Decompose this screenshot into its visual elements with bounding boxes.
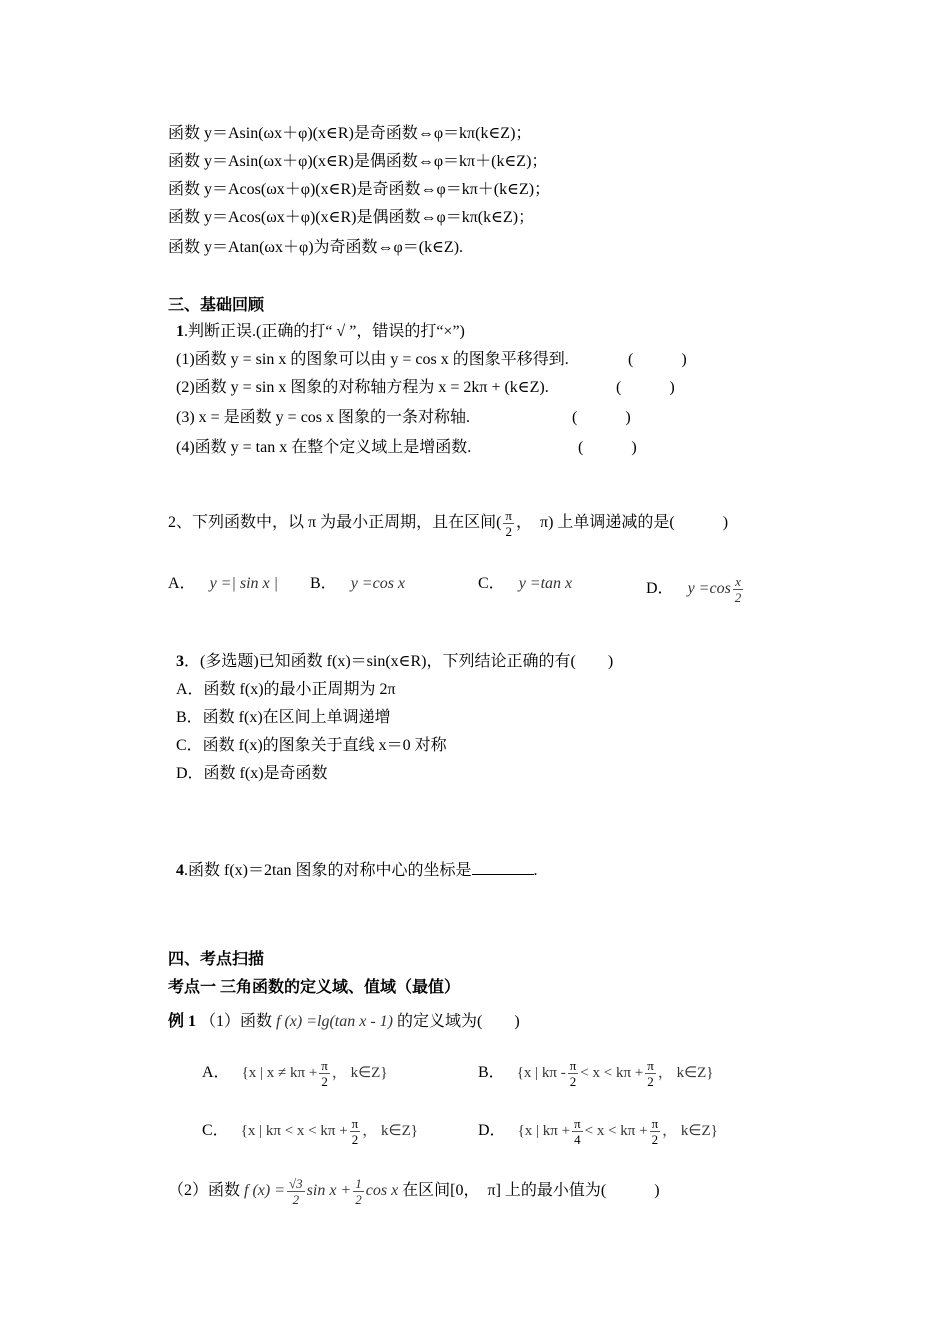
q1-item-3: (3) x = 是函数 y = cos x 图象的一条对称轴. [176, 409, 471, 426]
q1-stem [176, 322, 465, 342]
q1-item-2: (2)函数 y = sin x 图象的对称轴方程为 x = 2kπ + (k∈Z). [176, 379, 549, 396]
example-1-part-2-fraction-1 [287, 1176, 305, 1207]
ex1-option-d-frac-2-den: 2 [651, 1132, 659, 1147]
q1-item-2-paren: ( ) [616, 379, 675, 396]
ex1-option-d-frac-1-den: 4 [574, 1132, 581, 1147]
section4-heading: 四、考点扫描 [168, 951, 265, 968]
q1-item-1-paren: ( ) [628, 351, 687, 368]
ex1-option-d-fraction-2 [650, 1116, 661, 1147]
q2-stem [168, 508, 728, 539]
q2-stem-b: ， π) 上单调递减的是( ) [516, 514, 729, 532]
ex1-option-d-label: D． [478, 1122, 506, 1140]
q2-option-b [310, 574, 405, 594]
q2-frac-den: 2 [505, 524, 512, 539]
ex1-option-b-fraction-2 [645, 1058, 656, 1089]
q4-stem [176, 860, 538, 881]
ex1-option-c-frac-num: π [351, 1116, 359, 1131]
ex1-option-c-set-b: ， k∈Z} [362, 1123, 418, 1140]
q4-answer-blank [472, 860, 534, 875]
q4-stem-end: . [533, 862, 538, 879]
ex1-option-b-set-b: < x < kπ + [580, 1065, 644, 1082]
ex1-option-a-frac-num: π [321, 1058, 328, 1073]
ex1-option-d-frac-1-num: π [574, 1116, 581, 1131]
example-1-function-expr: f (x) =lg(tan x - 1) [276, 1013, 394, 1030]
ex1-option-a-set-a: {x | x ≠ kπ + [241, 1065, 318, 1082]
q1-item-1: (1)函数 y = sin x 的图象可以由 y = cos x 的图象平移得到. [176, 351, 569, 368]
parity-line-2: 函数 y＝Asin(ωx＋φ)(x∈R)是偶函数⇔φ＝kπ＋(k∈Z)； [168, 153, 548, 170]
ex1-option-a-frac-den: 2 [321, 1074, 328, 1089]
ex1-option-b-label: B． [478, 1064, 505, 1082]
q2-fraction [503, 508, 514, 539]
q2-option-d [646, 574, 745, 605]
parity-line-4: 函数 y＝Acos(ωx＋φ)(x∈R)是偶函数⇔φ＝kπ(k∈Z)； [168, 209, 535, 226]
q2-option-b-expr: y =cos x [350, 575, 406, 592]
q2-option-d-expr: y =cos [687, 580, 731, 598]
q1-number: 1 [176, 323, 184, 340]
ex1-option-b-set-c: ， k∈Z} [657, 1065, 714, 1082]
q4-stem-text: .函数 f(x)＝2tan 图象的对称中心的坐标是 [184, 862, 472, 879]
ex1-option-c-set-a: {x | kπ < x < kπ + [240, 1123, 348, 1140]
q2-option-b-label: B． [310, 575, 337, 592]
ex1-option-d-set-a: {x | kπ + [517, 1123, 571, 1140]
ex1-option-d [478, 1116, 718, 1147]
section3-heading: 三、基础回顾 [168, 297, 265, 314]
q1-stem-text: .判断正误.(正确的打“ √ ”，错误的打“×”) [184, 323, 465, 340]
ex1-option-d-fraction-1 [572, 1116, 583, 1147]
example-1-part-2-sin: sin x + [306, 1182, 352, 1200]
ex1-option-b-set-a: {x | kπ - [516, 1065, 566, 1082]
parity-line-1: 函数 y＝Asin(ωx＋φ)(x∈R)是奇函数⇔φ＝kπ(k∈Z)； [168, 125, 532, 142]
q1-item-4-paren: ( ) [578, 439, 637, 456]
ex1-option-b [478, 1058, 714, 1089]
example-1-part-2-fraction-2 [353, 1176, 364, 1207]
parity-line-3: 函数 y＝Acos(ωx＋φ)(x∈R)是奇函数⇔φ＝kπ＋(k∈Z)； [168, 181, 551, 198]
ex1-option-a-set-b: ， k∈Z} [331, 1065, 388, 1082]
ex1-option-b-frac-2-num: π [647, 1058, 654, 1073]
example-1-part-1-a: （1）函数 [200, 1013, 273, 1030]
ex1-option-d-set-c: ， k∈Z} [662, 1123, 718, 1140]
example-1-part-1-b: 的定义域为( ) [397, 1013, 520, 1030]
q2-option-d-frac-den: 2 [734, 590, 742, 605]
q3-number: 3 [176, 653, 184, 670]
q1-item-4: (4)函数 y = tan x 在整个定义域上是增函数. [176, 439, 472, 456]
ex1-option-c-label: C． [202, 1122, 229, 1140]
q2-option-a-expr: y =| sin x | [209, 575, 279, 592]
ex1-option-b-frac-2-den: 2 [647, 1074, 654, 1089]
q3-option-a: A．函数 f(x)的最小正周期为 2π [176, 681, 396, 698]
example-1-part-2-frac-1-den: 2 [292, 1192, 300, 1207]
q2-frac-num: π [505, 508, 512, 523]
q2-option-c-expr: y =tan x [518, 575, 573, 592]
ex1-option-b-fraction-1 [568, 1058, 579, 1089]
example-1-part-2-frac-2-num: 1 [355, 1176, 362, 1191]
ex1-option-a-fraction [319, 1058, 330, 1089]
ex1-option-b-frac-1-den: 2 [569, 1074, 577, 1089]
q3-stem [176, 652, 613, 672]
ex1-option-c-frac-den: 2 [351, 1132, 359, 1147]
q2-option-a-label: A． [168, 575, 196, 592]
ex1-option-c-fraction [350, 1116, 361, 1147]
q2-option-d-label: D． [646, 580, 674, 598]
parity-line-5: 函数 y＝Atan(ωx＋φ)为奇函数⇔φ＝(k∈Z). [168, 239, 464, 256]
q3-option-c: C．函数 f(x)的图象关于直线 x＝0 对称 [176, 737, 447, 754]
example-1-label: 例 1 [168, 1013, 197, 1030]
ex1-option-d-set-b: < x < kπ + [584, 1123, 648, 1140]
q1-item-3-paren: ( ) [572, 409, 631, 426]
ex1-option-b-frac-1-num: π [569, 1058, 577, 1073]
example-1-part-2-frac-2-den: 2 [355, 1192, 362, 1207]
q2-option-c-label: C． [478, 575, 505, 592]
example-1-part-2-cos: cos x [365, 1182, 399, 1200]
q4-number: 4 [176, 862, 184, 879]
ex1-option-c [202, 1116, 418, 1147]
example-1-part-2-a: （2）函数 [168, 1182, 241, 1200]
q2-option-c [478, 574, 572, 594]
key-point-1-title: 考点一 三角函数的定义域、值域（最值） [168, 979, 461, 996]
example-1-part-2-b: 在区间[0， π] 上的最小值为( ) [402, 1182, 660, 1200]
example-1-part-2 [168, 1176, 660, 1207]
q2-stem-a: 2、下列函数中，以 π 为最小正周期，且在区间( [168, 514, 502, 532]
example-1-part-2-frac-1-num: √3 [289, 1176, 303, 1191]
q3-stem-text: ．(多选题)已知函数 f(x)＝sin(x∈R)，下列结论正确的有( ) [184, 653, 614, 670]
ex1-option-a-label: A． [202, 1064, 230, 1082]
q2-option-d-fraction [733, 574, 744, 605]
example-1-part-2-f: f (x) = [244, 1182, 286, 1200]
q2-option-d-frac-num: x [733, 574, 744, 590]
q3-option-b: B．函数 f(x)在区间上单调递增 [176, 709, 391, 726]
q2-option-a [168, 574, 278, 594]
ex1-option-d-frac-2-num: π [651, 1116, 659, 1131]
ex1-option-a [202, 1058, 388, 1089]
example-1-part-1 [168, 1012, 520, 1032]
q3-option-d: D．函数 f(x)是奇函数 [176, 765, 328, 782]
